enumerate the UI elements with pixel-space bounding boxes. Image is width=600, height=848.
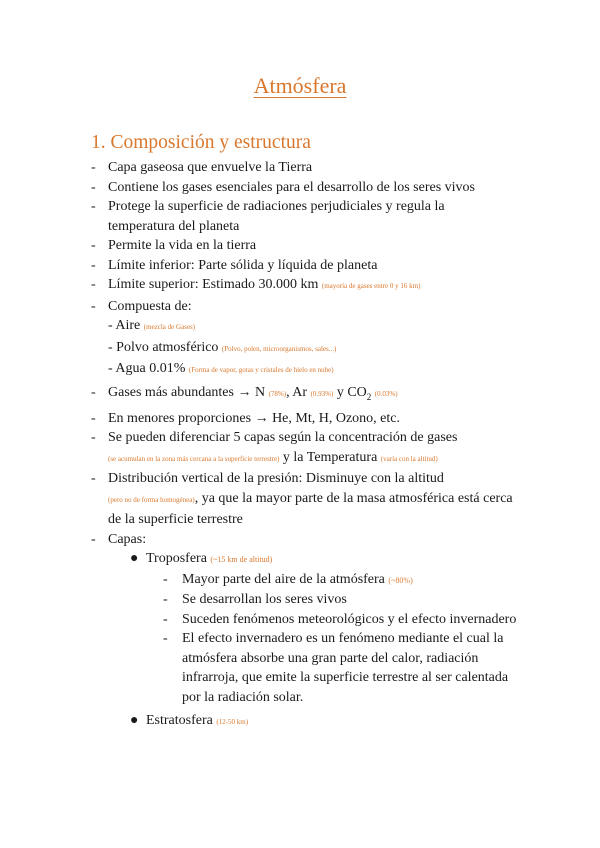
- list-item: - Compuesta de:: [91, 298, 192, 314]
- list-item: - Capa gaseosa que envuelve la Tierra: [91, 160, 313, 175]
- list-item-pressure: - Distribución vertical de la presión: Disminuye con la altitud (pero no de forma homogénea), ya que la mayor parte de la masa atmosférica está cerca de la superficie terrestre: [91, 471, 513, 528]
- list-item: - Protege la superficie de radiaciones perjudiciales y regula la temperatura del planeta: [91, 199, 445, 234]
- layer-troposfera: ● Troposfera (~15 km de altitud): [0, 549, 600, 570]
- list-item: - Permite la vida en la tierra: [91, 238, 257, 253]
- list-item-capas: - Capas:: [91, 531, 147, 547]
- layer-estratosfera: ● Estratosfera (12-50 km): [0, 711, 600, 733]
- list-item: - Límite superior: Estimado 30.000 km (mayoría de gases entre 0 y 16 km): [91, 277, 421, 292]
- list-item: - Contiene los gases esenciales para el desarrollo de los seres vivos: [91, 179, 476, 195]
- composition-item: - Polvo atmosférico (Polvo, polen, microorganismos, sales...): [108, 339, 337, 355]
- list-item: - Límite inferior: Parte sólida y líquida de planeta: [91, 257, 378, 273]
- list-item-layers: - Se pueden diferenciar 5 capas según la concentración de gases (se acumulan en la zona más cercana a la superficie terrestre) y la Temperatura (varía con la altitud): [91, 430, 458, 465]
- troposfera-point: - El efecto invernadero es un fenómeno mediante el cual la atmósfera absorbe una gran parte del calor, radiación infrarroja, que emite la superficie terrestre al ser calentada por la radiación solar.: [163, 631, 509, 705]
- troposfera-point: - Suceden fenómenos meteorológicos y el efecto invernadero: [163, 611, 517, 627]
- composition-item: - Aire (mezcla de Gases): [108, 318, 196, 333]
- bullet-icon: ●: [130, 551, 139, 567]
- content-list: [0, 158, 600, 733]
- bullet-icon: ●: [130, 713, 139, 729]
- section-heading: 1. Composición y estructura: [91, 132, 311, 153]
- page-title: Atmósfera: [253, 73, 347, 98]
- annotation: (mayoría de gases entre 0 y 16 km): [321, 282, 421, 290]
- list-item: - En menores proporciones → He, Mt, H, Ozono, etc.: [91, 410, 400, 426]
- list-item-gases: - Gases más abundantes → N (78%), Ar (0.93%) y $CO_2$ (0.03%): [91, 384, 398, 402]
- troposfera-point: - Se desarrollan los seres vivos: [163, 592, 347, 608]
- composition-item: - Agua 0.01% (Forma de vapor, gotas y cristales de hielo en nube): [108, 361, 334, 376]
- troposfera-point: - Mayor parte del aire de la atmósfera (~80%): [163, 571, 413, 587]
